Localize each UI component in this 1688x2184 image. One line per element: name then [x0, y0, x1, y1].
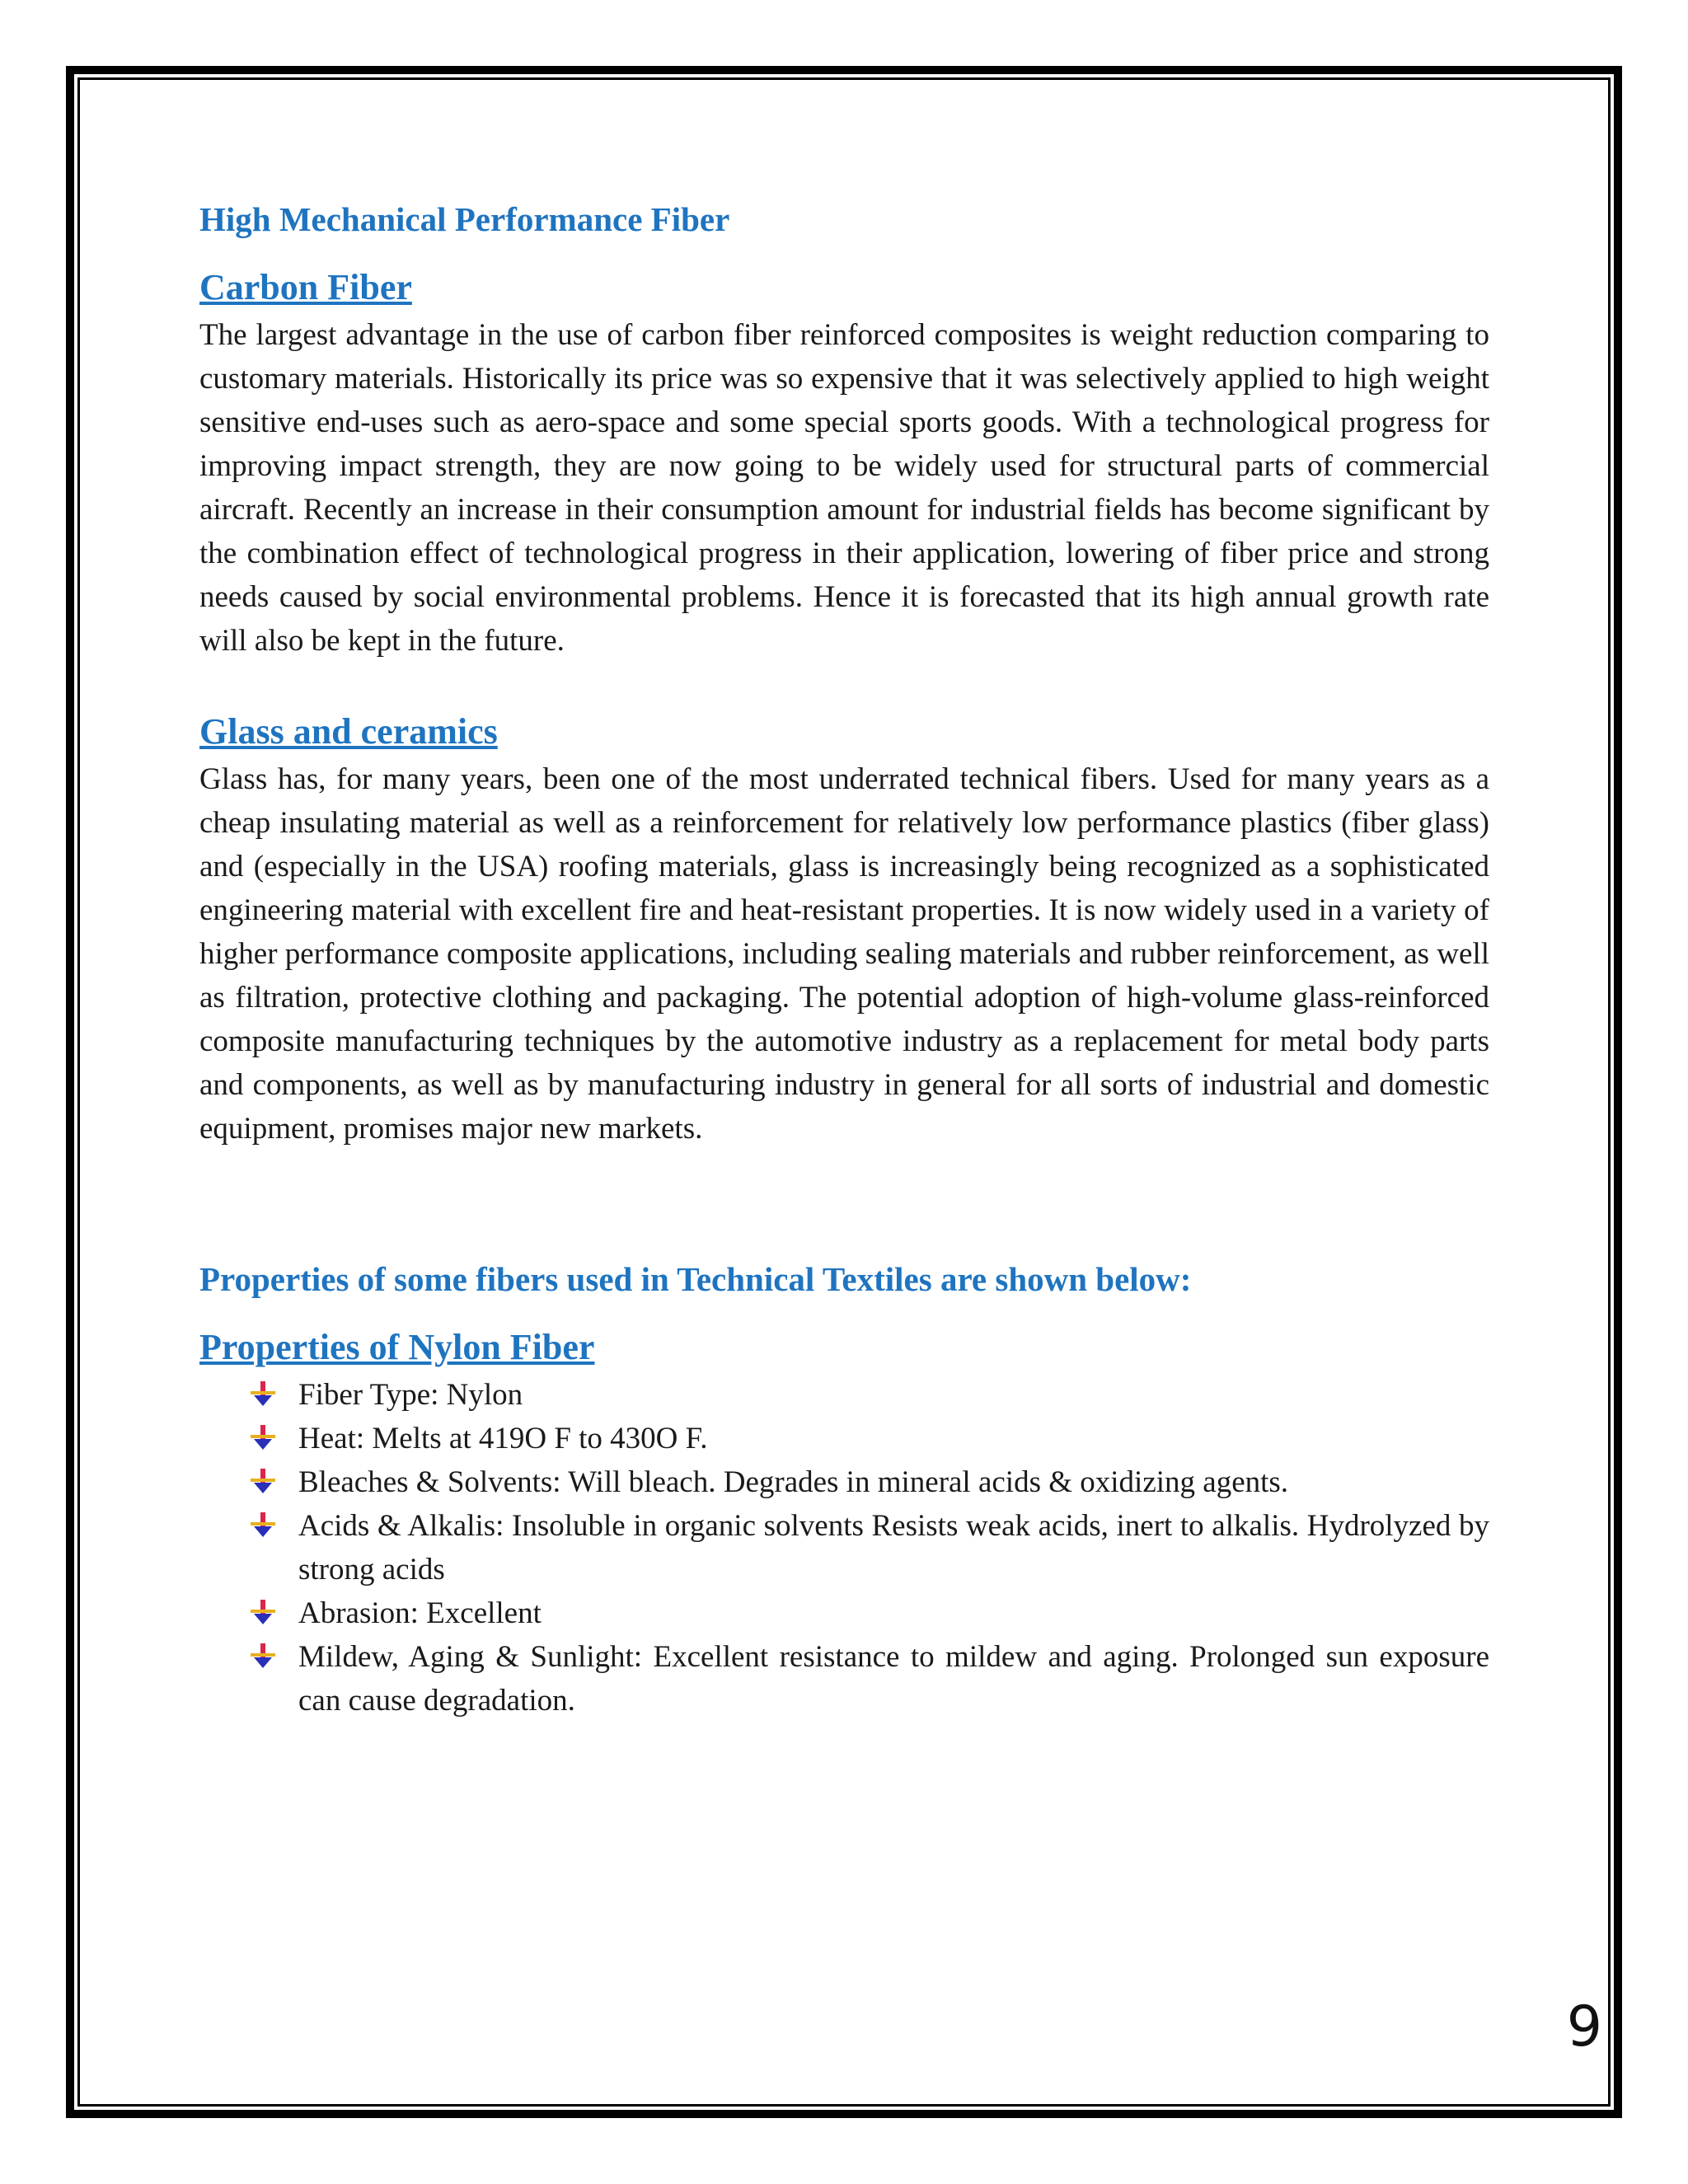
list-item [199, 1417, 1489, 1460]
down-arrow-bullet-icon [251, 1512, 275, 1537]
nylon-properties-list [199, 1373, 1489, 1722]
down-arrow-bullet-icon [251, 1381, 275, 1406]
down-arrow-bullet-icon [251, 1643, 275, 1668]
list-item [199, 1504, 1489, 1591]
list-item [199, 1635, 1489, 1722]
nylon-properties-heading: Properties of Nylon Fiber [199, 1327, 595, 1368]
nylon-mildew-aging-sunlight: Mildew, Aging & Sunlight: Excellent resistance to mildew and aging. Prolonged sun exposure can cause degradation. [298, 1639, 1489, 1718]
list-item [199, 1373, 1489, 1417]
glass-ceramics-paragraph: Glass has, for many years, been one of the most underrated technical fibers. Used for many years as a cheap insulating material as well as a reinforcement for relatively low performance plastics (fiber glass) and (especially in the USA) roofing materials, glass is increasingly being recognized as a sophisticated engineering material with excellent fire and heat-resistant properties. It is now widely used in a variety of higher performance composite applications, including sealing materials and rubber reinforcement, as well as filtration, protective clothing and packaging. The potential adoption of high-volume glass-reinforced composite manufacturing techniques by the automotive industry as a replacement for metal body parts and components, as well as by manufacturing industry in general for all sorts of industrial and domestic equipment, promises major new markets. [199, 762, 1489, 1146]
page-number: 9 [1566, 1994, 1602, 2060]
down-arrow-bullet-icon [251, 1425, 275, 1450]
nylon-bleaches-solvents: Bleaches & Solvents: Will bleach. Degrades in mineral acids & oxidizing agents. [298, 1465, 1289, 1499]
down-arrow-bullet-icon [251, 1469, 275, 1493]
nylon-fiber-type: Fiber Type: Nylon [298, 1377, 523, 1412]
page-content [199, 198, 1489, 1722]
nylon-abrasion: Abrasion: Excellent [298, 1596, 542, 1630]
list-item [199, 1591, 1489, 1635]
carbon-fiber-heading: Carbon Fiber [199, 267, 412, 308]
nylon-acids-alkalis: Acids & Alkalis: Insoluble in organic solvents Resists weak acids, inert to alkalis. Hydrolyzed by strong acids [298, 1508, 1489, 1586]
list-item [199, 1460, 1489, 1504]
glass-ceramics-heading: Glass and ceramics [199, 711, 498, 752]
down-arrow-bullet-icon [251, 1600, 275, 1624]
section-title: High Mechanical Performance Fiber [199, 200, 730, 238]
properties-intro-heading: Properties of some fibers used in Technical Textiles are shown below: [199, 1259, 1192, 1298]
carbon-fiber-paragraph: The largest advantage in the use of carbon fiber reinforced composites is weight reduction comparing to customary materials. Historically its price was so expensive that it was selectively applied to high weight sensitive end-uses such as aero-space and some special sports goods. With a technological progress for improving impact strength, they are now going to be widely used for structural parts of commercial aircraft. Recently an increase in their consumption amount for industrial fields has become significant by the combination effect of technological progress in their application, lowering of fiber price and strong needs caused by social environmental problems. Hence it is forecasted that its high annual growth rate will also be kept in the future. [199, 318, 1489, 658]
nylon-heat: Heat: Melts at 419O F to 430O F. [298, 1421, 708, 1455]
